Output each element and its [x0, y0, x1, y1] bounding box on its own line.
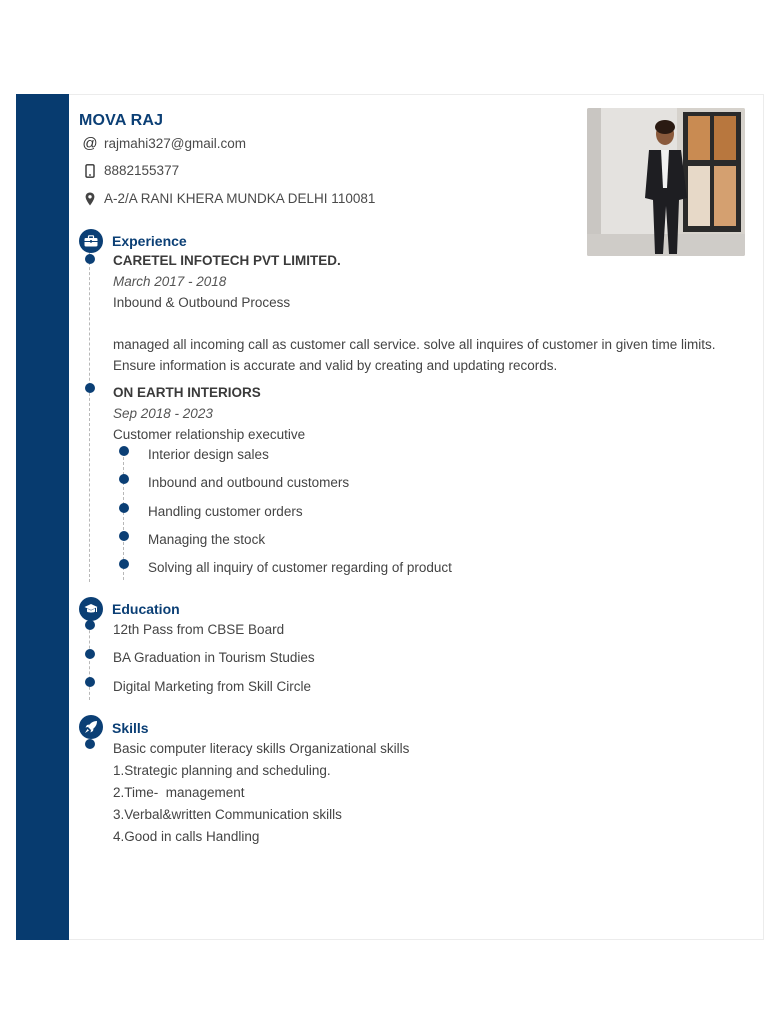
bullet-dot	[119, 446, 129, 456]
job-description: managed all incoming call as customer call service. solve all inquires of customer in given time limits. Ensure information is accurate and valid by creating and updating records.	[113, 337, 716, 373]
list-item: Interior design sales	[148, 447, 269, 462]
experience-heading: Experience	[112, 233, 187, 249]
education-heading: Education	[112, 601, 180, 617]
graduation-cap-icon	[79, 597, 103, 621]
skill-line: 1.Strategic planning and scheduling.	[113, 763, 331, 778]
timeline-dot	[85, 383, 95, 393]
skill-line: Basic computer literacy skills Organizational skills	[113, 741, 410, 756]
skill-line: 4.Good in calls Handling	[113, 829, 260, 844]
address-text: A-2/A RANI KHERA MUNDKA DELHI 110081	[104, 191, 376, 206]
phone-icon	[81, 164, 99, 178]
list-item: Handling customer orders	[148, 504, 303, 519]
phone-row	[81, 163, 179, 178]
sidebar-accent-bar	[16, 94, 69, 940]
rocket-icon	[79, 715, 103, 739]
location-pin-icon	[81, 192, 99, 206]
skill-line: 3.Verbal&written Communication skills	[113, 807, 342, 822]
education-item: Digital Marketing from Skill Circle	[113, 679, 312, 694]
timeline-dot	[85, 620, 95, 630]
job-dates: Sep 2018 - 2023	[113, 406, 213, 421]
email-row	[81, 135, 246, 152]
job-role: Inbound & Outbound Process	[113, 295, 291, 310]
bullet-dot	[119, 503, 129, 513]
education-item: 12th Pass from CBSE Board	[113, 622, 285, 637]
timeline-dot	[85, 677, 95, 687]
job-company: CARETEL INFOTECH PVT LIMITED.	[113, 253, 341, 268]
timeline-dot	[85, 649, 95, 659]
bullet-dot	[119, 474, 129, 484]
email-text: rajmahi327@gmail.com	[104, 136, 247, 151]
phone-text: 8882155377	[104, 163, 180, 178]
timeline-dot	[85, 739, 95, 749]
timeline-dot	[85, 254, 95, 264]
candidate-name: MOVA RAJ	[79, 112, 164, 129]
skill-line: 2.Time- management	[113, 785, 245, 800]
address-row	[81, 191, 375, 206]
skills-heading: Skills	[112, 720, 149, 736]
profile-photo	[587, 108, 745, 256]
job-dates: March 2017 - 2018	[113, 274, 227, 289]
list-item: Inbound and outbound customers	[148, 475, 350, 490]
briefcase-icon	[79, 229, 103, 253]
job-role: Customer relationship executive	[113, 427, 306, 442]
list-item: Solving all inquiry of customer regarding of product	[148, 560, 452, 575]
bullet-dot	[119, 559, 129, 569]
job-company: ON EARTH INTERIORS	[113, 385, 261, 400]
experience-timeline	[89, 252, 90, 582]
at-icon: @	[82, 135, 98, 152]
bullet-dot	[119, 531, 129, 541]
education-item: BA Graduation in Tourism Studies	[113, 650, 315, 665]
list-item: Managing the stock	[148, 532, 266, 547]
education-timeline	[89, 620, 90, 700]
